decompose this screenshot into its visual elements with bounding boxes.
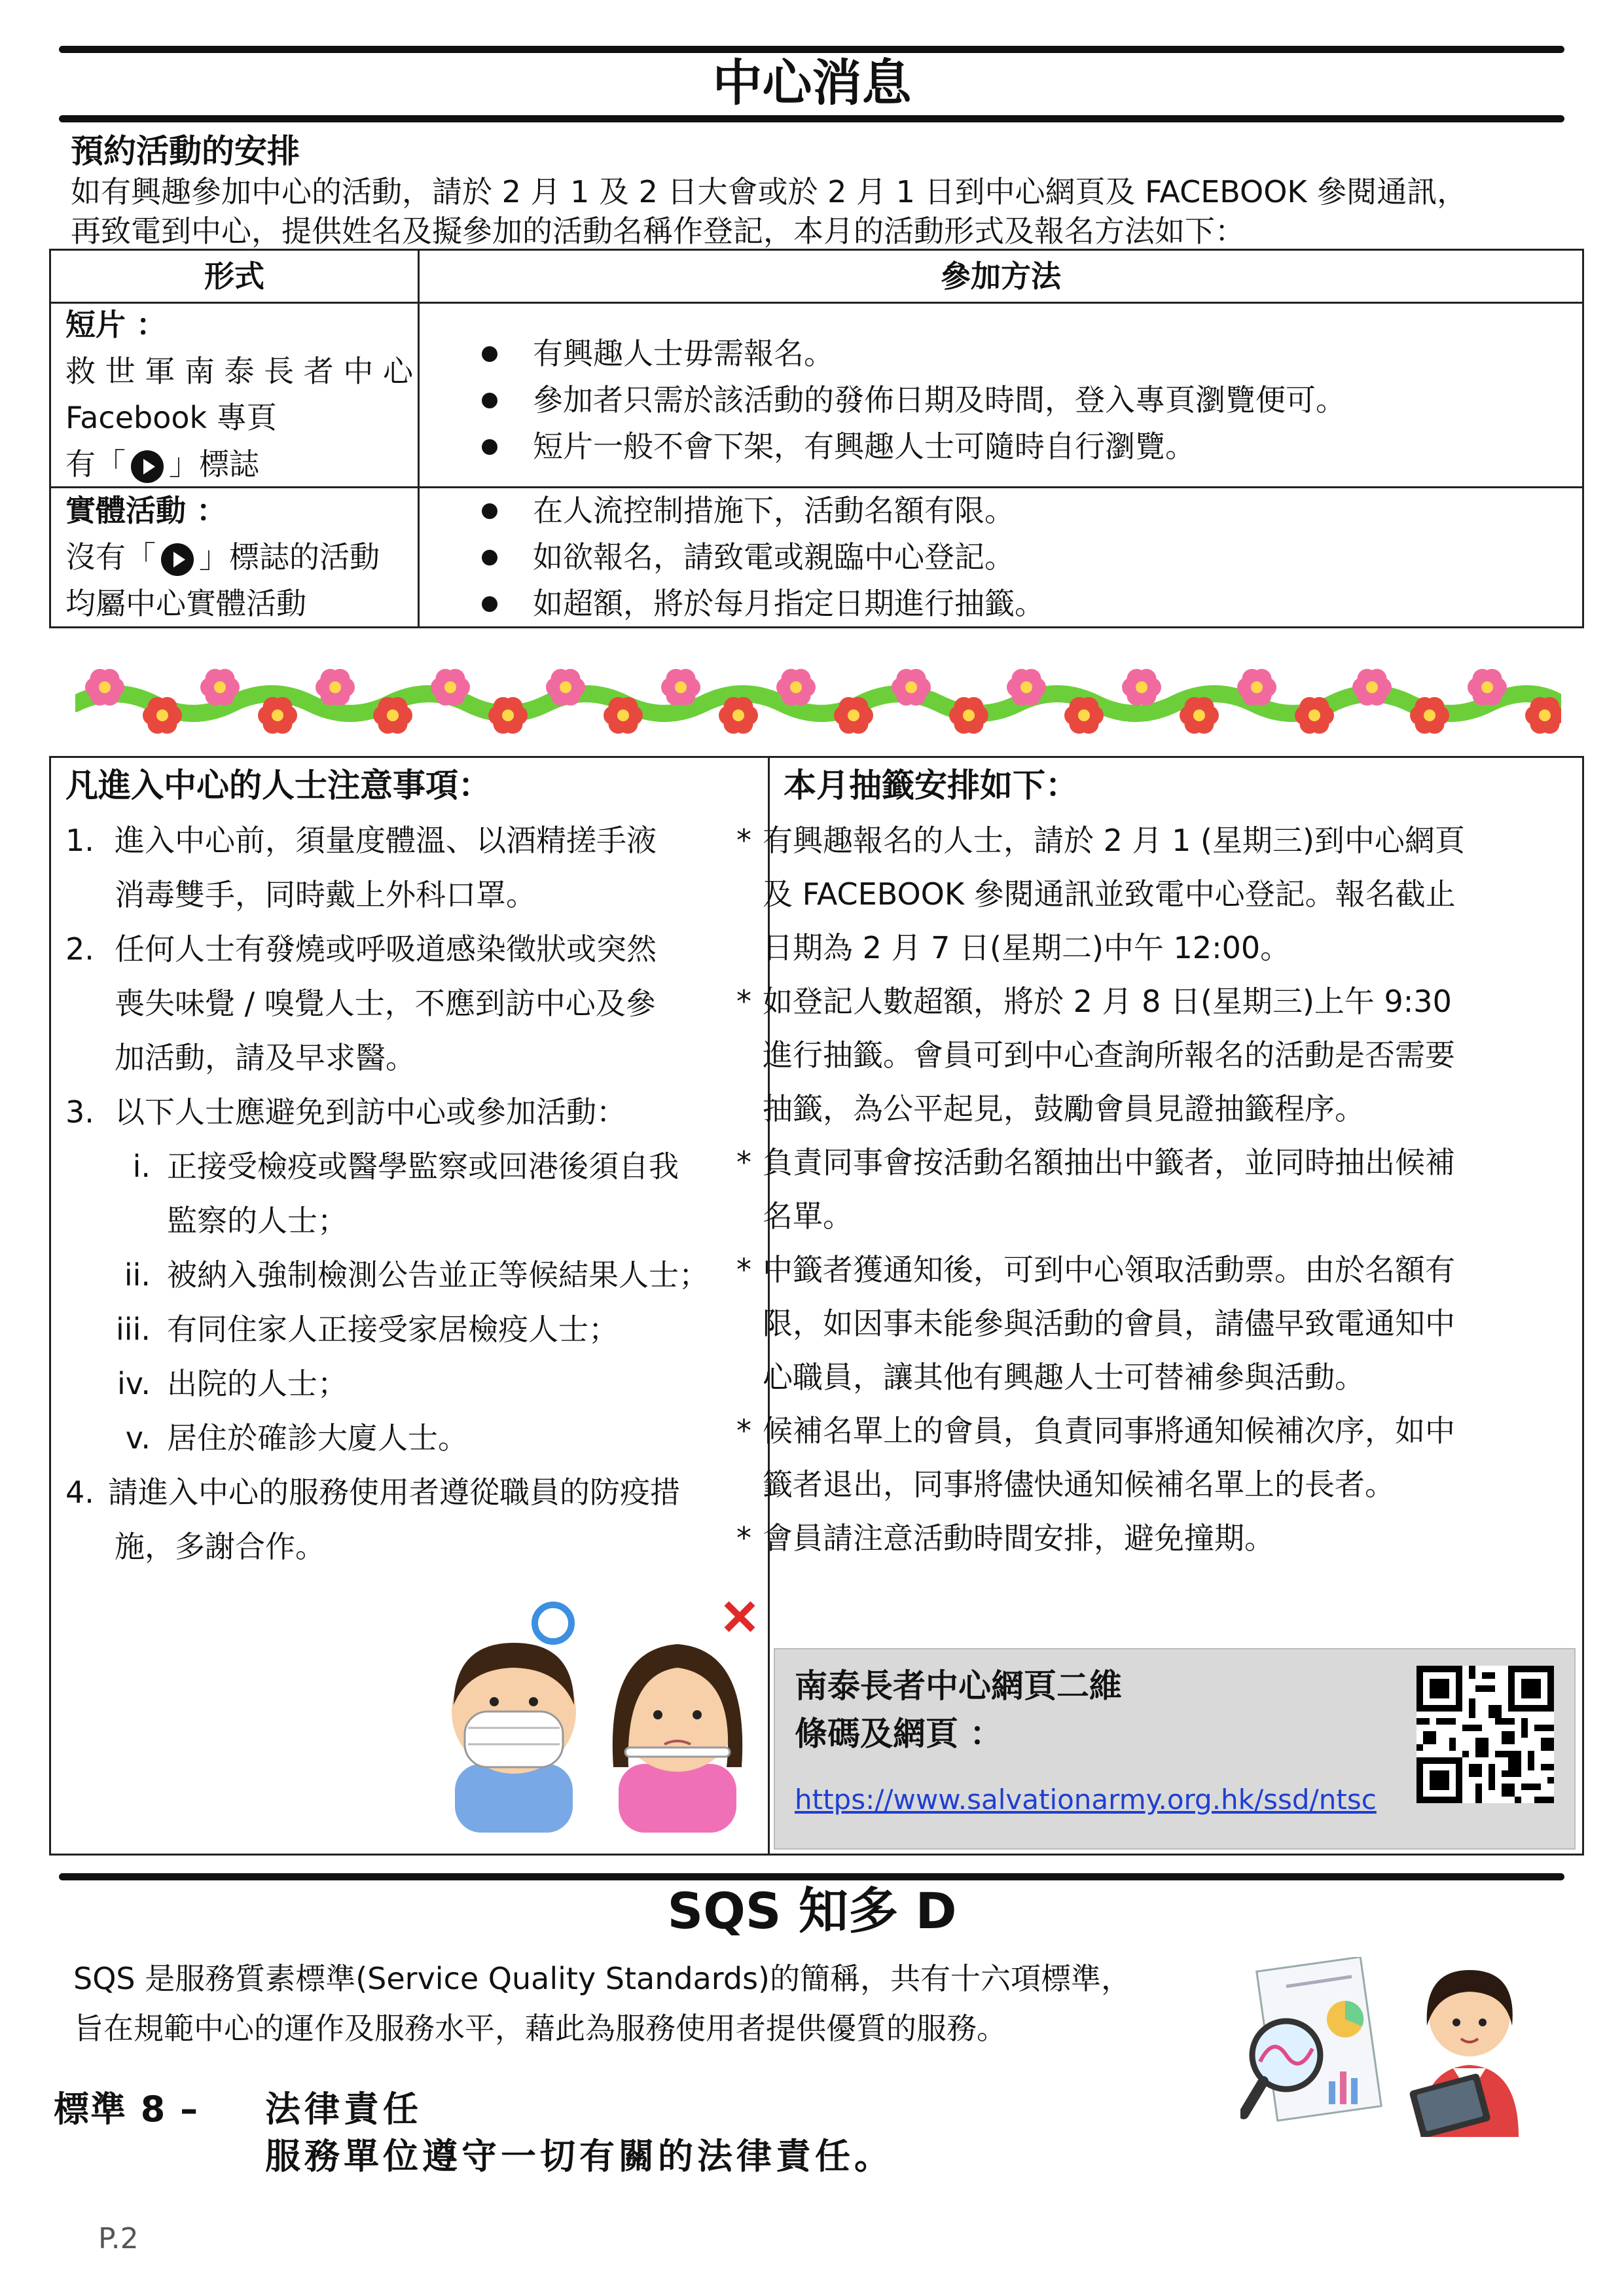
ntsc-website-link[interactable]: https://www.salvationarmy.org.hk/ssd/ntsc <box>795 1784 1377 1816</box>
col-header-format: 形式 <box>204 259 264 294</box>
row-video-title: 短片 ： <box>65 307 167 342</box>
notice-subitem-iv: iv. 出院的人士； <box>117 1366 348 1401</box>
top-rule <box>59 46 1564 53</box>
sqs-intro-line1: SQS 是服務質素標準(Service Quality Standards)的簡稱，共有十六項標準， <box>73 1961 1131 1996</box>
bullet-item: 如超額，將於每月指定日期進行抽籤。 <box>482 581 1045 627</box>
sqs-top-rule <box>59 1873 1564 1880</box>
notice-item-4: 4. 請進入中心的服務使用者遵從職員的防疫措 <box>65 1475 680 1510</box>
lottery-item-cont: 限，如因事未能參與活動的會員，請儘早致電通知中 <box>763 1306 1455 1341</box>
notice-item-2-cont: 喪失味覺 / 嗅覺人士，不應到訪中心及參 <box>115 986 656 1021</box>
bullet-item: 如欲報名，請致電或親臨中心登記。 <box>482 534 1045 581</box>
bullet-item: 有興趣人士毋需報名。 <box>482 331 1346 377</box>
bullet-dot-icon <box>482 439 497 455</box>
notice-subitem-v: v. 居住於確診大廈人士。 <box>125 1420 468 1456</box>
flower-icon <box>1525 697 1561 734</box>
booking-table <box>49 249 1584 628</box>
lottery-item-cont: 及 FACEBOOK 參閱通訊並致電中心登記。報名截止 <box>763 876 1456 912</box>
flower-icon <box>1122 669 1161 706</box>
notice-list <box>65 814 709 1574</box>
lottery-item: * 候補名單上的會員，負責同事將通知候補次序，如中 <box>736 1413 1455 1448</box>
notice-subitem-ii: ii. 被納入強制檢測公告並正等候結果人士； <box>124 1257 709 1293</box>
bullet-dot-icon <box>482 503 497 519</box>
mask-kids-illustration <box>429 1597 763 1833</box>
notice-item-2-cont: 加活動，請及早求醫。 <box>115 1040 416 1075</box>
notice-subitem-iii: iii. 有同住家人正接受家居檢疫人士； <box>116 1312 619 1347</box>
lottery-item: * 負責同事會按活動名額抽出中籤者，並同時抽出候補 <box>736 1145 1455 1180</box>
lottery-item: * 會員請注意活動時間安排，避免撞期。 <box>736 1520 1274 1556</box>
bullet-dot-icon <box>482 596 497 612</box>
document-magnifier-illustration <box>1240 1957 1384 2140</box>
booking-intro-line1: 如有興趣參加中心的活動，請於 2 月 1 及 2 日大會或於 2 月 1 日到中心網頁及 FACEBOOK 參閱通訊， <box>71 174 1468 209</box>
row-physical-line: 沒有「 」標誌的活動 <box>65 539 380 575</box>
lottery-item-cont: 心職員，讓其他有興趣人士可替補參與活動。 <box>763 1359 1365 1395</box>
row-video-line: Facebook 專頁 <box>65 400 277 435</box>
lottery-heading: 本月抽籤安排如下： <box>784 766 1078 804</box>
flower-icon <box>488 697 528 734</box>
row-video-format <box>65 302 413 488</box>
bullet-item: 在人流控制措施下，活動名額有限。 <box>482 488 1045 534</box>
flower-border-decoration <box>75 658 1561 743</box>
notice-item-3: 3. 以下人士應避免到訪中心或參加活動： <box>65 1094 626 1130</box>
bullet-dot-icon <box>482 346 497 362</box>
row-video-method <box>482 331 1346 470</box>
standard-title: 法律責任 <box>265 2089 422 2130</box>
notice-item-4-cont: 施，多謝合作。 <box>115 1529 325 1564</box>
row-video-line: 救 世 軍 南 泰 長 者 中 心 <box>65 353 413 389</box>
qr-panel <box>774 1648 1576 1850</box>
row-physical-format <box>65 488 380 627</box>
notice-item-2: 2. 任何人士有發燒或呼吸道感染徵狀或突然 <box>65 931 657 967</box>
notice-subitem-i-cont: 監察的人士； <box>167 1203 348 1238</box>
staff-tablet-illustration <box>1407 1954 1532 2137</box>
bullet-item: 短片一般不會下架，有興趣人士可隨時自行瀏覽。 <box>482 423 1346 470</box>
lottery-item-cont: 日期為 2 月 7 日(星期二)中午 12:00。 <box>763 930 1291 965</box>
notice-heading: 凡進入中心的人士注意事項： <box>65 766 491 804</box>
bullet-dot-icon <box>482 393 497 408</box>
row-video-line: 有「 」標誌 <box>65 446 259 482</box>
lottery-item: * 中籤者獲通知後，可到中心領取活動票。由於名額有 <box>736 1252 1455 1287</box>
notice-item-1-cont: 消毒雙手，同時戴上外科口罩。 <box>115 877 536 912</box>
table-col-divider <box>418 251 420 626</box>
notice-item-1: 1. 進入中心前，須量度體溫、以酒精搓手液 <box>65 823 657 858</box>
standard-label: 標準 8 – <box>54 2089 200 2130</box>
title-underline <box>59 115 1564 122</box>
lottery-item-cont: 名單。 <box>763 1198 853 1234</box>
booking-heading: 預約活動的安排 <box>71 132 300 170</box>
qr-label-line2: 條碼及網頁 ： <box>795 1715 1003 1753</box>
lottery-item-cont: 抽籤，為公平起見，鼓勵會員見證抽籤程序。 <box>763 1091 1365 1126</box>
bullet-dot-icon <box>482 550 497 565</box>
qr-code-icon <box>1416 1666 1554 1803</box>
row-physical-title: 實體活動 ： <box>65 493 227 528</box>
row-physical-method <box>482 488 1045 627</box>
booking-intro-line2: 再致電到中心，提供姓名及擬參加的活動名稱作登記，本月的活動形式及報名方法如下： <box>71 213 1245 249</box>
lottery-item-cont: 籤者退出，同事將儘快通知候補名單上的長者。 <box>763 1467 1395 1502</box>
col-header-method: 參加方法 <box>941 259 1061 294</box>
lottery-item-cont: 進行抽籤。會員可到中心查詢所報名的活動是否需要 <box>763 1037 1455 1073</box>
row-physical-line: 均屬中心實體活動 <box>65 586 306 621</box>
centre-news-title: 中心消息 <box>712 54 912 112</box>
sqs-intro-line2: 旨在規範中心的運作及服務水平，藉此為服務使用者提供優質的服務。 <box>73 2011 1007 2046</box>
lottery-item: * 如登記人數超額，將於 2 月 8 日(星期三)上午 9:30 <box>736 984 1452 1019</box>
sqs-title: SQS 知多 D <box>667 1882 957 1940</box>
notice-subitem-i: i. 正接受檢疫或醫學監察或回港後須自我 <box>132 1149 679 1184</box>
lottery-list <box>736 814 1465 1565</box>
lottery-item: * 有興趣報名的人士，請於 2 月 1 (星期三)到中心網頁 <box>736 823 1465 858</box>
page-number: P.2 <box>98 2222 139 2255</box>
play-icon <box>131 450 164 483</box>
play-icon <box>161 543 194 576</box>
standard-description: 服務單位遵守一切有關的法律責任。 <box>265 2136 893 2177</box>
qr-label-line1: 南泰長者中心網頁二維 <box>795 1667 1122 1705</box>
bullet-item: 參加者只需於該活動的發佈日期及時間，登入專頁瀏覽便可。 <box>482 377 1346 423</box>
